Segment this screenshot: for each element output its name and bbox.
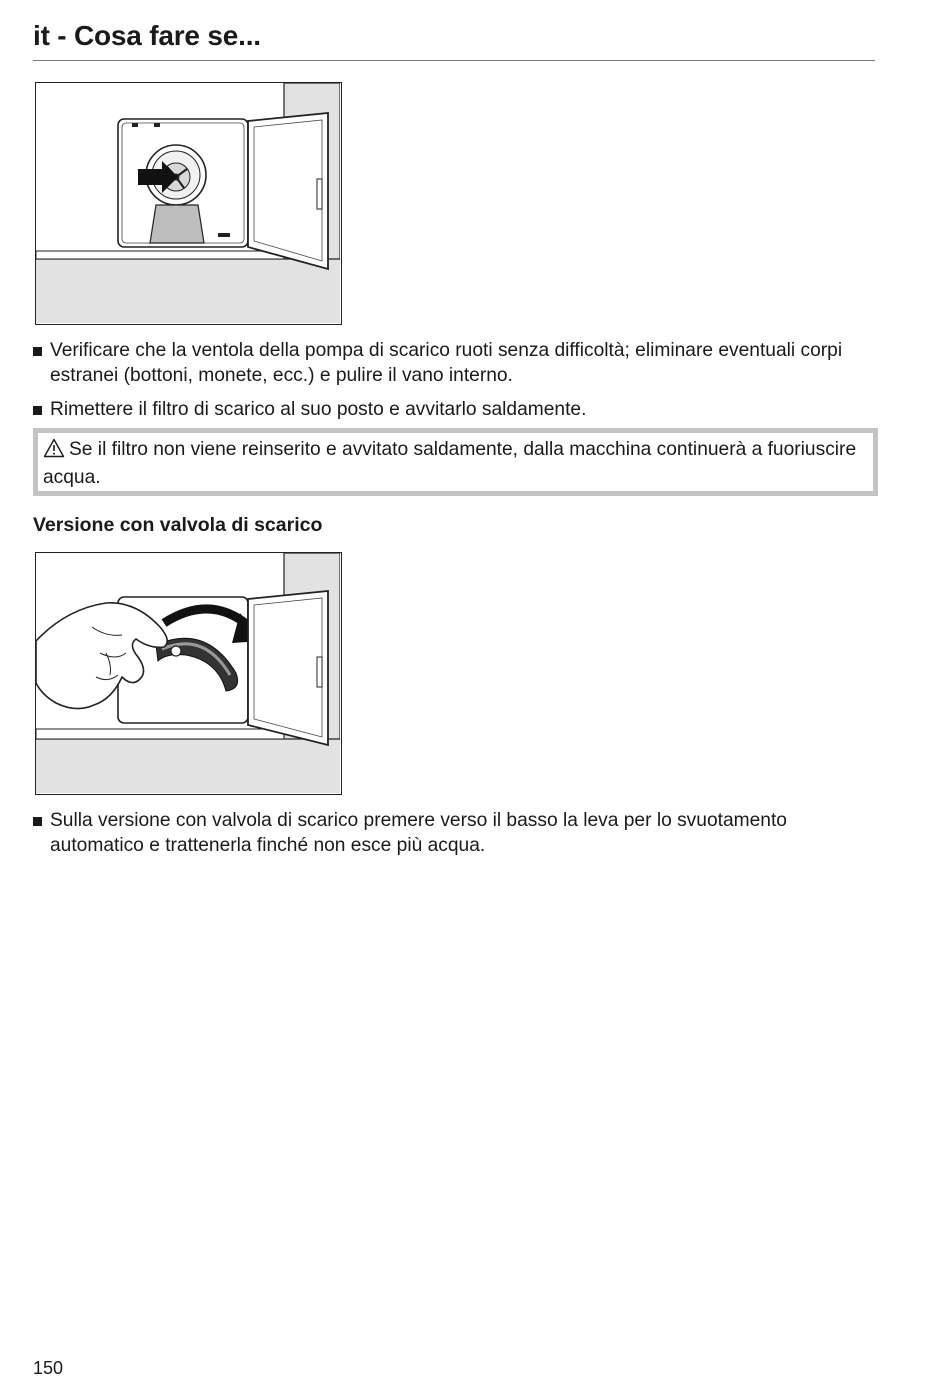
bullet-square-icon — [33, 817, 42, 826]
warning-triangle-icon — [43, 438, 65, 465]
bullet-square-icon — [33, 347, 42, 356]
bullet-text: Verificare che la ventola della pompa di scarico ruoti senza difficoltà; eliminare eventuali corpi estranei (bottoni, monete, ecc.) e pulire il vano interno. — [50, 340, 843, 386]
section-heading: Versione con valvola di scarico — [33, 514, 323, 536]
drain-valve-drawing — [36, 553, 340, 793]
drain-filter-drawing — [36, 83, 340, 323]
page-number: 150 — [33, 1358, 64, 1378]
bullet-square-icon — [33, 406, 42, 415]
warning-box — [33, 428, 878, 496]
illustration-drain-valve — [35, 552, 342, 795]
illustration-drain-filter — [35, 82, 342, 325]
bullet-check-fan — [33, 338, 883, 388]
bullet-text: Rimettere il filtro di scarico al suo posto e avvitarlo saldamente. — [50, 399, 587, 420]
page-title: it - Cosa fare se... — [33, 20, 261, 51]
bullet-text: Sulla versione con valvola di scarico premere verso il basso la leva per lo svuotamento automatico e trattenerla finché non esce più acqua. — [50, 810, 787, 856]
bullet-press-lever — [33, 808, 883, 858]
warning-text: Se il filtro non viene reinserito e avvitato saldamente, dalla macchina continuerà a fuoriuscire acqua. — [43, 439, 857, 488]
title-divider — [33, 60, 875, 61]
bullet-refit-filter — [33, 397, 883, 422]
